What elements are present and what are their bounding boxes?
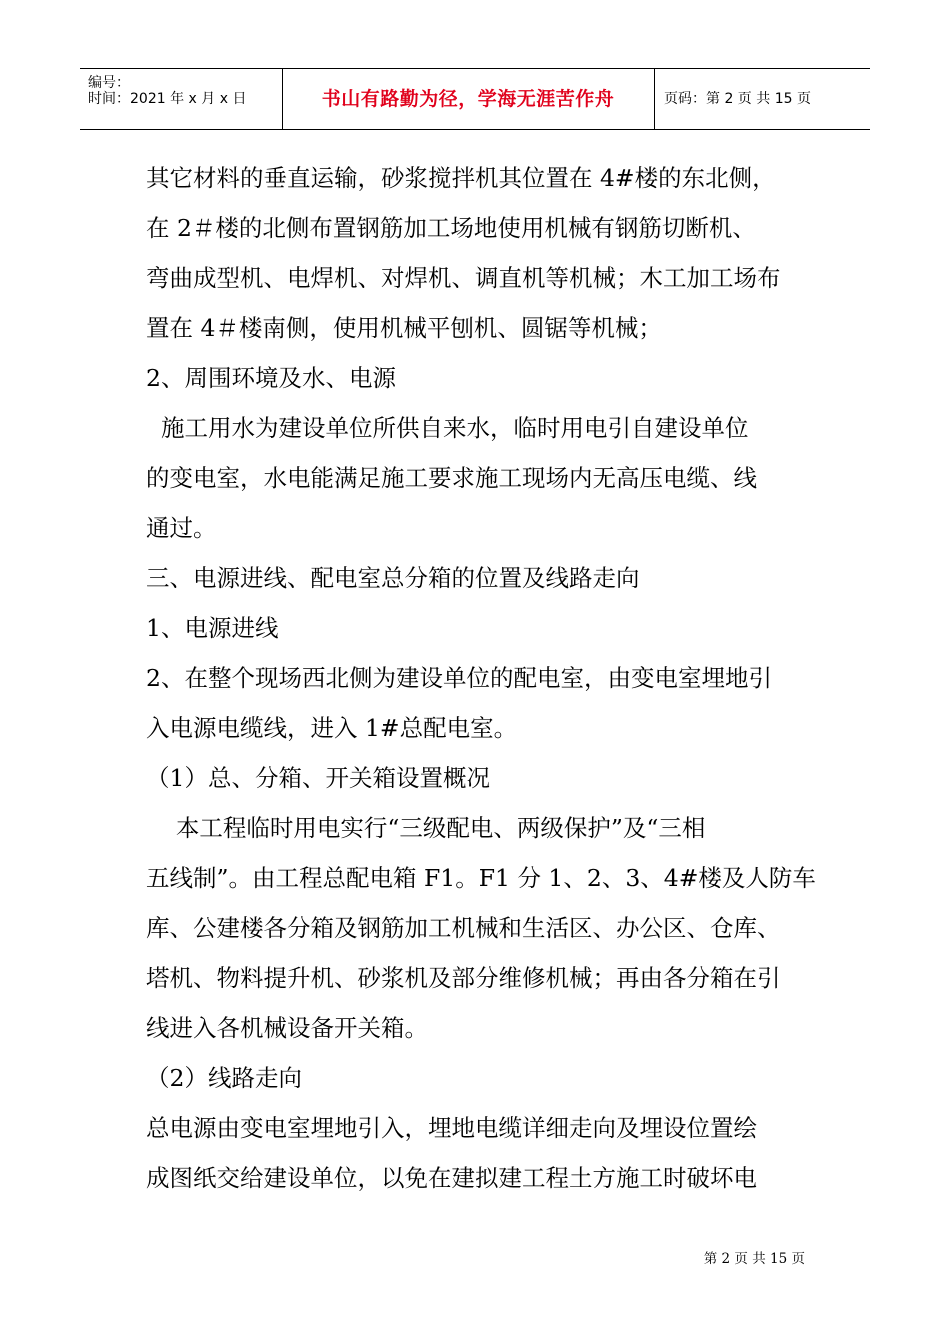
page-footer: 第 2 页 共 15 页: [703, 1251, 805, 1267]
body-line: 五线制”。由工程总配电箱 F1。F1 分 1、2、3、4#楼及人防车: [146, 864, 816, 892]
body-line: 置在 4＃楼南侧，使用机械平刨机、圆锯等机械；: [146, 314, 662, 342]
body-line: 其它材料的垂直运输，砂浆搅拌机其位置在 4#楼的东北侧，: [146, 164, 776, 192]
body-line: 在 2＃楼的北侧布置钢筋加工场地使用机械有钢筋切断机、: [146, 214, 756, 242]
section-heading: （1）总、分箱、开关箱设置概况: [146, 764, 490, 792]
header-motto: 书山有路勤为径，学海无涯苦作舟: [321, 88, 615, 110]
header-divider-right: [654, 69, 655, 129]
header-page-number: 页码：第 2 页 共 15 页: [664, 91, 811, 107]
body-line: 施工用水为建设单位所供自来水，临时用电引自建设单位: [146, 414, 749, 442]
body-line: 本工程临时用电实行“三级配电、两级保护”及“三相: [146, 814, 706, 842]
body-line: 弯曲成型机、电焊机、对焊机、调直机等机械；木工加工场布: [146, 264, 781, 292]
body-line: 库、公建楼各分箱及钢筋加工机械和生活区、办公区、仓库、: [146, 914, 781, 942]
body-line: 的变电室，水电能满足施工要求施工现场内无高压电缆、线: [146, 464, 757, 492]
document-date-label: 时间：2021 年 x 月 x 日: [88, 91, 247, 107]
body-line: 2、在整个现场西北侧为建设单位的配电室，由变电室埋地引: [146, 664, 772, 692]
body-line: 塔机、物料提升机、砂浆机及部分维修机械；再由各分箱在引: [146, 964, 781, 992]
page-header: [80, 68, 870, 130]
body-line: 总电源由变电室埋地引入，埋地电缆详细走向及埋设位置绘: [146, 1114, 757, 1142]
body-line: 线进入各机械设备开关箱。: [146, 1014, 428, 1042]
section-heading: 2、周围环境及水、电源: [146, 364, 396, 392]
body-line: 通过。: [146, 514, 217, 542]
body-line: 入电源电缆线，进入 1#总配电室。: [146, 714, 518, 742]
section-heading: 三、电源进线、配电室总分箱的位置及线路走向: [146, 564, 640, 592]
document-number-label: 编号：: [88, 75, 130, 91]
body-line: 成图纸交给建设单位，以免在建拟建工程土方施工时破坏电: [146, 1164, 757, 1192]
section-heading: 1、电源进线: [146, 614, 279, 642]
section-heading: （2）线路走向: [146, 1064, 302, 1092]
